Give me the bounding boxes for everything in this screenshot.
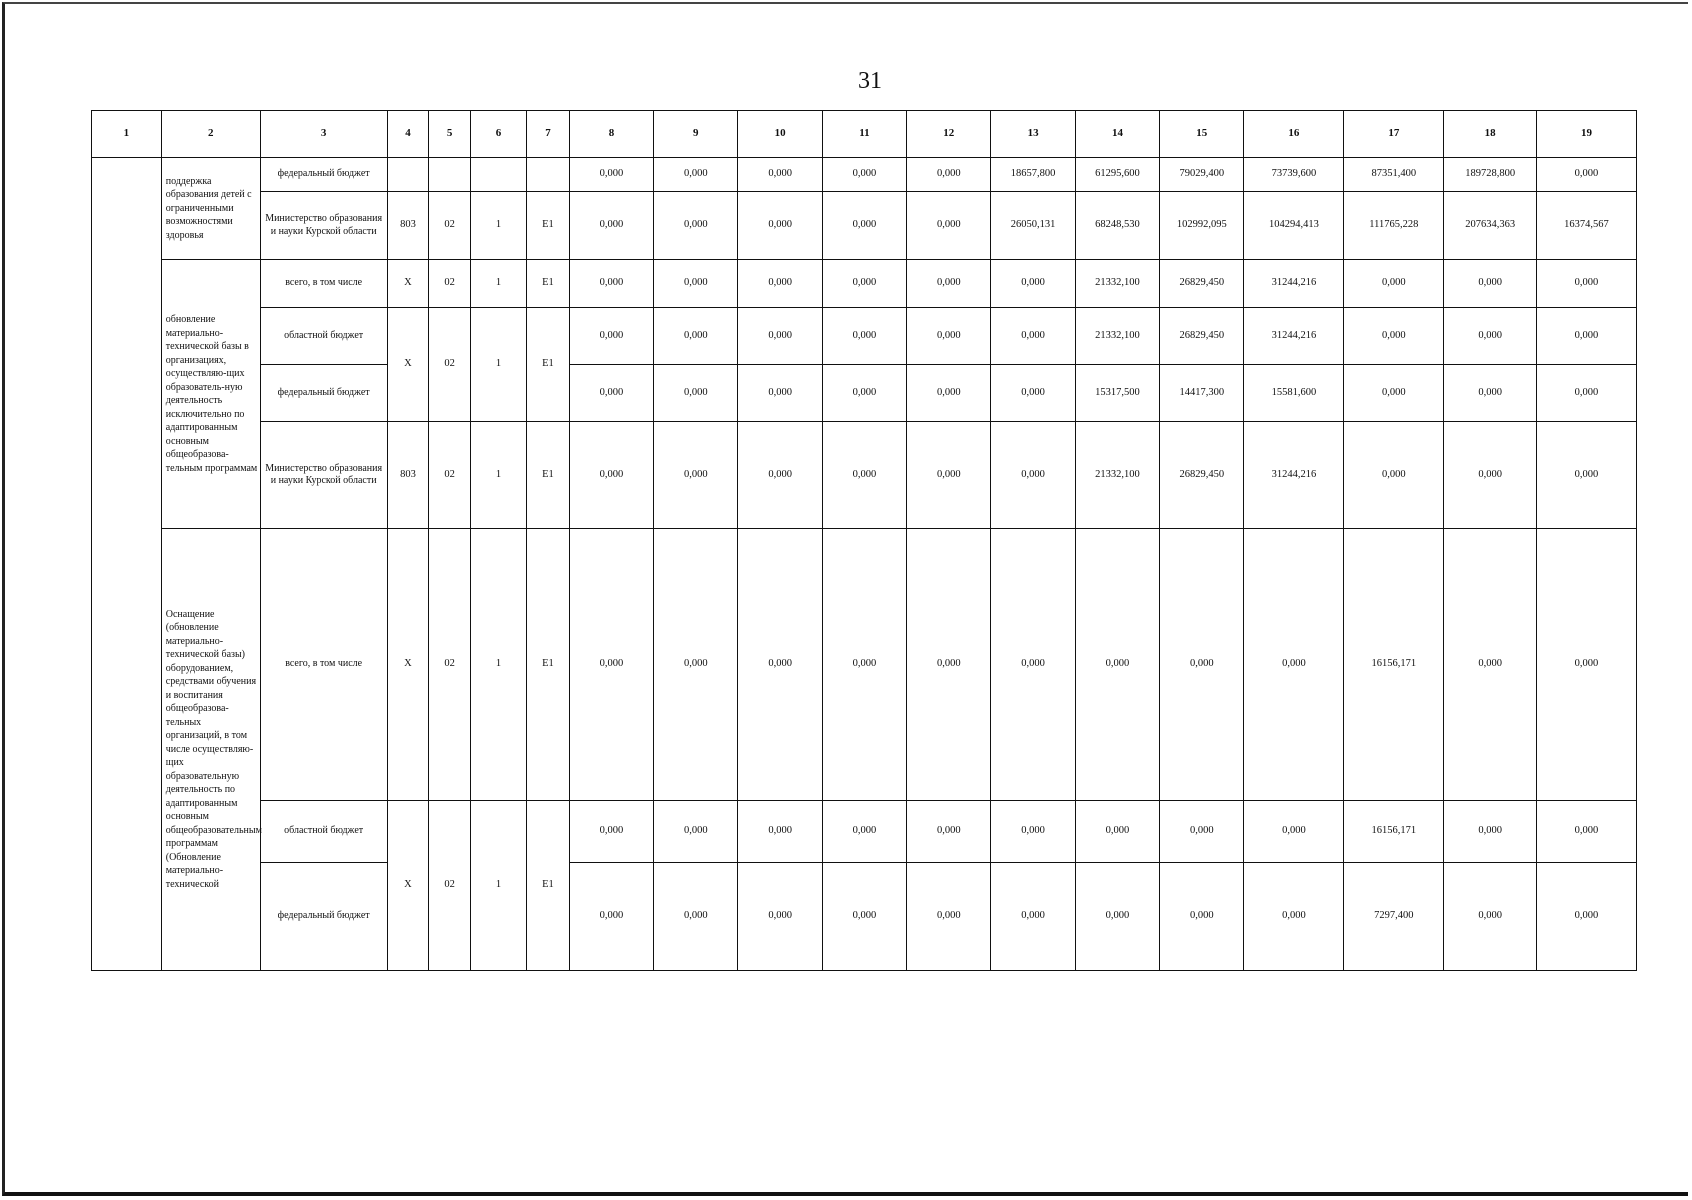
value-cell: 0,000 bbox=[569, 192, 653, 260]
value-cell: 0,000 bbox=[991, 801, 1075, 863]
value-cell: 0,000 bbox=[822, 158, 906, 192]
value-cell: 31244,216 bbox=[1244, 308, 1344, 365]
table-row bbox=[92, 158, 1637, 192]
value-cell: 0,000 bbox=[1536, 801, 1636, 863]
value-cell: 31244,216 bbox=[1244, 422, 1344, 529]
value-cell: 0,000 bbox=[1244, 801, 1344, 863]
funding-source: федеральный бюджет bbox=[260, 365, 387, 422]
code-cell: E1 bbox=[527, 192, 570, 260]
value-cell: 0,000 bbox=[1344, 422, 1444, 529]
header-cell: 17 bbox=[1344, 111, 1444, 158]
value-cell: 0,000 bbox=[738, 158, 822, 192]
value-cell: 0,000 bbox=[1444, 863, 1537, 971]
value-cell: 111765,228 bbox=[1344, 192, 1444, 260]
value-cell: 0,000 bbox=[654, 365, 738, 422]
header-cell: 14 bbox=[1075, 111, 1159, 158]
value-cell: 0,000 bbox=[991, 529, 1075, 801]
table-row bbox=[92, 260, 1637, 308]
code-cell: 02 bbox=[429, 260, 471, 308]
value-cell: 0,000 bbox=[1075, 801, 1159, 863]
value-cell: 0,000 bbox=[822, 422, 906, 529]
code-cell: E1 bbox=[527, 529, 570, 801]
header-cell: 3 bbox=[260, 111, 387, 158]
code-cell: 1 bbox=[470, 260, 526, 308]
value-cell: 0,000 bbox=[1344, 365, 1444, 422]
code-cell: X bbox=[387, 529, 429, 801]
code-cell: E1 bbox=[527, 260, 570, 308]
table-row bbox=[92, 863, 1637, 971]
code-cell: 02 bbox=[429, 801, 471, 971]
table-row bbox=[92, 365, 1637, 422]
value-cell: 0,000 bbox=[991, 365, 1075, 422]
funding-source: областной бюджет bbox=[260, 308, 387, 365]
funding-source: всего, в том числе bbox=[260, 529, 387, 801]
value-cell: 31244,216 bbox=[1244, 260, 1344, 308]
value-cell: 87351,400 bbox=[1344, 158, 1444, 192]
value-cell: 0,000 bbox=[907, 529, 991, 801]
value-cell: 0,000 bbox=[822, 863, 906, 971]
code-cell: 803 bbox=[387, 192, 429, 260]
value-cell: 0,000 bbox=[991, 863, 1075, 971]
code-cell: 1 bbox=[470, 308, 526, 422]
header-cell: 8 bbox=[569, 111, 653, 158]
value-cell: 0,000 bbox=[1444, 260, 1537, 308]
code-cell: 1 bbox=[470, 422, 526, 529]
value-cell: 0,000 bbox=[738, 529, 822, 801]
value-cell: 15317,500 bbox=[1075, 365, 1159, 422]
value-cell: 21332,100 bbox=[1075, 308, 1159, 365]
value-cell: 16156,171 bbox=[1344, 529, 1444, 801]
value-cell: 21332,100 bbox=[1075, 422, 1159, 529]
code-cell bbox=[470, 158, 526, 192]
value-cell: 0,000 bbox=[569, 863, 653, 971]
value-cell: 0,000 bbox=[569, 529, 653, 801]
funding-source: федеральный бюджет bbox=[260, 158, 387, 192]
value-cell: 0,000 bbox=[907, 365, 991, 422]
value-cell: 0,000 bbox=[654, 801, 738, 863]
value-cell: 0,000 bbox=[907, 863, 991, 971]
value-cell: 0,000 bbox=[569, 365, 653, 422]
value-cell: 0,000 bbox=[1444, 308, 1537, 365]
funding-source: всего, в том числе bbox=[260, 260, 387, 308]
value-cell: 0,000 bbox=[654, 529, 738, 801]
value-cell: 0,000 bbox=[822, 365, 906, 422]
header-cell: 19 bbox=[1536, 111, 1636, 158]
header-cell: 5 bbox=[429, 111, 471, 158]
code-cell bbox=[387, 158, 429, 192]
value-cell: 0,000 bbox=[907, 422, 991, 529]
header-cell: 18 bbox=[1444, 111, 1537, 158]
value-cell: 0,000 bbox=[1444, 365, 1537, 422]
value-cell: 0,000 bbox=[569, 308, 653, 365]
value-cell: 0,000 bbox=[1160, 529, 1244, 801]
code-cell: 803 bbox=[387, 422, 429, 529]
value-cell: 0,000 bbox=[738, 192, 822, 260]
value-cell: 18657,800 bbox=[991, 158, 1075, 192]
code-cell bbox=[527, 158, 570, 192]
value-cell: 0,000 bbox=[1536, 365, 1636, 422]
header-cell: 15 bbox=[1160, 111, 1244, 158]
table-row bbox=[92, 801, 1637, 863]
value-cell: 0,000 bbox=[1075, 863, 1159, 971]
code-cell: X bbox=[387, 308, 429, 422]
value-cell: 104294,413 bbox=[1244, 192, 1344, 260]
table-row bbox=[92, 529, 1637, 801]
code-cell: X bbox=[387, 801, 429, 971]
value-cell: 14417,300 bbox=[1160, 365, 1244, 422]
table-row bbox=[92, 422, 1637, 529]
header-cell: 13 bbox=[991, 111, 1075, 158]
code-cell: 02 bbox=[429, 192, 471, 260]
value-cell: 0,000 bbox=[569, 260, 653, 308]
value-cell: 0,000 bbox=[822, 192, 906, 260]
col1-cell bbox=[92, 158, 162, 971]
code-cell: 1 bbox=[470, 801, 526, 971]
header-cell: 1 bbox=[92, 111, 162, 158]
value-cell: 0,000 bbox=[569, 158, 653, 192]
value-cell: 0,000 bbox=[1536, 529, 1636, 801]
value-cell: 0,000 bbox=[1444, 801, 1537, 863]
header-cell: 16 bbox=[1244, 111, 1344, 158]
value-cell: 0,000 bbox=[1536, 863, 1636, 971]
value-cell: 0,000 bbox=[1444, 529, 1537, 801]
value-cell: 0,000 bbox=[1344, 260, 1444, 308]
code-cell: E1 bbox=[527, 422, 570, 529]
value-cell: 26829,450 bbox=[1160, 422, 1244, 529]
value-cell: 0,000 bbox=[991, 308, 1075, 365]
table-row bbox=[92, 308, 1637, 365]
value-cell: 0,000 bbox=[991, 260, 1075, 308]
measure-name: Оснащение (обновление материально-технической базы) оборудованием, средствами обучения и воспитания общеобразова-тельных организаций, в том числе осуществляю-щих образовательную деятельность по адаптированным основным общеобразовательным программам (Обновление материально-технической bbox=[161, 529, 260, 971]
value-cell: 26050,131 bbox=[991, 192, 1075, 260]
value-cell: 0,000 bbox=[1536, 422, 1636, 529]
value-cell: 0,000 bbox=[654, 863, 738, 971]
code-cell: E1 bbox=[527, 308, 570, 422]
measure-name: поддержка образования детей с ограниченными возможностями здоровья bbox=[161, 158, 260, 260]
value-cell: 0,000 bbox=[907, 158, 991, 192]
value-cell: 15581,600 bbox=[1244, 365, 1344, 422]
value-cell: 21332,100 bbox=[1075, 260, 1159, 308]
code-cell: 02 bbox=[429, 422, 471, 529]
header-cell: 4 bbox=[387, 111, 429, 158]
header-cell: 12 bbox=[907, 111, 991, 158]
budget-table bbox=[91, 110, 1637, 971]
value-cell: 189728,800 bbox=[1444, 158, 1537, 192]
value-cell: 0,000 bbox=[654, 158, 738, 192]
header-cell: 6 bbox=[470, 111, 526, 158]
value-cell: 0,000 bbox=[1444, 422, 1537, 529]
value-cell: 0,000 bbox=[822, 801, 906, 863]
value-cell: 0,000 bbox=[1536, 260, 1636, 308]
value-cell: 0,000 bbox=[738, 308, 822, 365]
header-row bbox=[92, 111, 1637, 158]
value-cell: 0,000 bbox=[1536, 308, 1636, 365]
value-cell: 0,000 bbox=[654, 260, 738, 308]
funding-source: Министерство образования и науки Курской области bbox=[260, 422, 387, 529]
measure-name: обновление материально-технической базы в организациях, осуществляю-щих образователь-ную деятельность исключительно по адаптированным основным общеобразова-тельным программам bbox=[161, 260, 260, 529]
table-row bbox=[92, 192, 1637, 260]
value-cell: 0,000 bbox=[654, 308, 738, 365]
value-cell: 0,000 bbox=[1244, 529, 1344, 801]
value-cell: 0,000 bbox=[822, 308, 906, 365]
value-cell: 0,000 bbox=[1244, 863, 1344, 971]
value-cell: 0,000 bbox=[654, 192, 738, 260]
value-cell: 0,000 bbox=[738, 260, 822, 308]
value-cell: 0,000 bbox=[1160, 801, 1244, 863]
value-cell: 0,000 bbox=[991, 422, 1075, 529]
header-cell: 7 bbox=[527, 111, 570, 158]
value-cell: 0,000 bbox=[569, 422, 653, 529]
value-cell: 16156,171 bbox=[1344, 801, 1444, 863]
value-cell: 207634,363 bbox=[1444, 192, 1537, 260]
value-cell: 26829,450 bbox=[1160, 260, 1244, 308]
code-cell: E1 bbox=[527, 801, 570, 971]
code-cell: X bbox=[387, 260, 429, 308]
value-cell: 0,000 bbox=[654, 422, 738, 529]
code-cell: 1 bbox=[470, 192, 526, 260]
value-cell: 16374,567 bbox=[1536, 192, 1636, 260]
value-cell: 0,000 bbox=[907, 260, 991, 308]
value-cell: 0,000 bbox=[1344, 308, 1444, 365]
code-cell: 02 bbox=[429, 529, 471, 801]
value-cell: 61295,600 bbox=[1075, 158, 1159, 192]
header-cell: 9 bbox=[654, 111, 738, 158]
funding-source: Министерство образования и науки Курской области bbox=[260, 192, 387, 260]
header-cell: 11 bbox=[822, 111, 906, 158]
value-cell: 26829,450 bbox=[1160, 308, 1244, 365]
value-cell: 79029,400 bbox=[1160, 158, 1244, 192]
value-cell: 68248,530 bbox=[1075, 192, 1159, 260]
value-cell: 0,000 bbox=[738, 365, 822, 422]
value-cell: 0,000 bbox=[569, 801, 653, 863]
value-cell: 0,000 bbox=[1075, 529, 1159, 801]
value-cell: 73739,600 bbox=[1244, 158, 1344, 192]
value-cell: 0,000 bbox=[1160, 863, 1244, 971]
value-cell: 0,000 bbox=[738, 863, 822, 971]
header-cell: 10 bbox=[738, 111, 822, 158]
funding-source: федеральный бюджет bbox=[260, 863, 387, 971]
value-cell: 0,000 bbox=[822, 529, 906, 801]
code-cell bbox=[429, 158, 471, 192]
value-cell: 0,000 bbox=[738, 801, 822, 863]
page-number: 31 bbox=[858, 68, 882, 94]
value-cell: 0,000 bbox=[907, 192, 991, 260]
value-cell: 0,000 bbox=[738, 422, 822, 529]
funding-source: областной бюджет bbox=[260, 801, 387, 863]
value-cell: 0,000 bbox=[907, 308, 991, 365]
header-cell: 2 bbox=[161, 111, 260, 158]
code-cell: 1 bbox=[470, 529, 526, 801]
code-cell: 02 bbox=[429, 308, 471, 422]
value-cell: 0,000 bbox=[907, 801, 991, 863]
value-cell: 0,000 bbox=[822, 260, 906, 308]
value-cell: 102992,095 bbox=[1160, 192, 1244, 260]
value-cell: 0,000 bbox=[1536, 158, 1636, 192]
value-cell: 7297,400 bbox=[1344, 863, 1444, 971]
